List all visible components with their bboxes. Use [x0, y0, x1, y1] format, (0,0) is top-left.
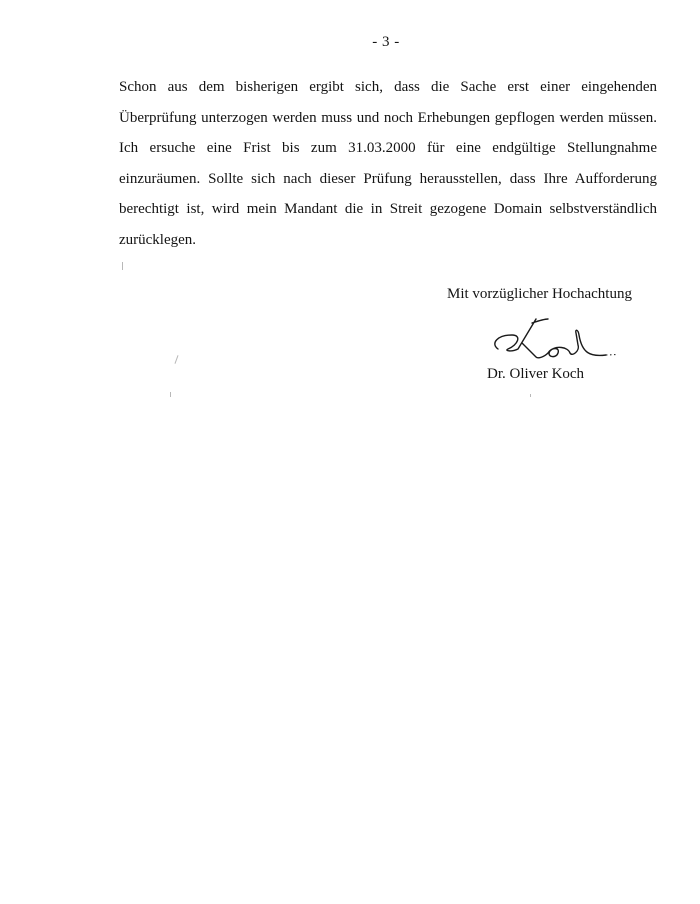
- signature-stroke: [495, 319, 606, 358]
- signature-trail: [606, 355, 618, 356]
- closing-salutation: Mit vorzüglicher Hochachtung: [447, 286, 632, 302]
- scan-speck: [122, 262, 123, 270]
- letter-body: Schon aus dem bisherigen ergibt sich, dass die Sache erst einer eingehenden Überprüfung unterzogen werden muss und noch Erhebungen gepflogen werden müssen. Ich ersuche eine Frist bis zum 31.03.2000 für eine endgültige Stellungnahme einzuräumen. Sollte sich nach dieser Prüfung herausstellen, dass Ihre Aufforderung berechtigt ist, wird mein Mandant die in Streit gezogene Domain selbstverständlich zurücklegen.: [119, 79, 657, 248]
- signer-name: Dr. Oliver Koch: [487, 366, 585, 382]
- scan-speck: [174, 355, 178, 364]
- scan-speck: [530, 394, 531, 397]
- scan-speck: [170, 392, 171, 397]
- handwritten-signature: [478, 313, 628, 363]
- page-number: - 3 -: [372, 34, 400, 50]
